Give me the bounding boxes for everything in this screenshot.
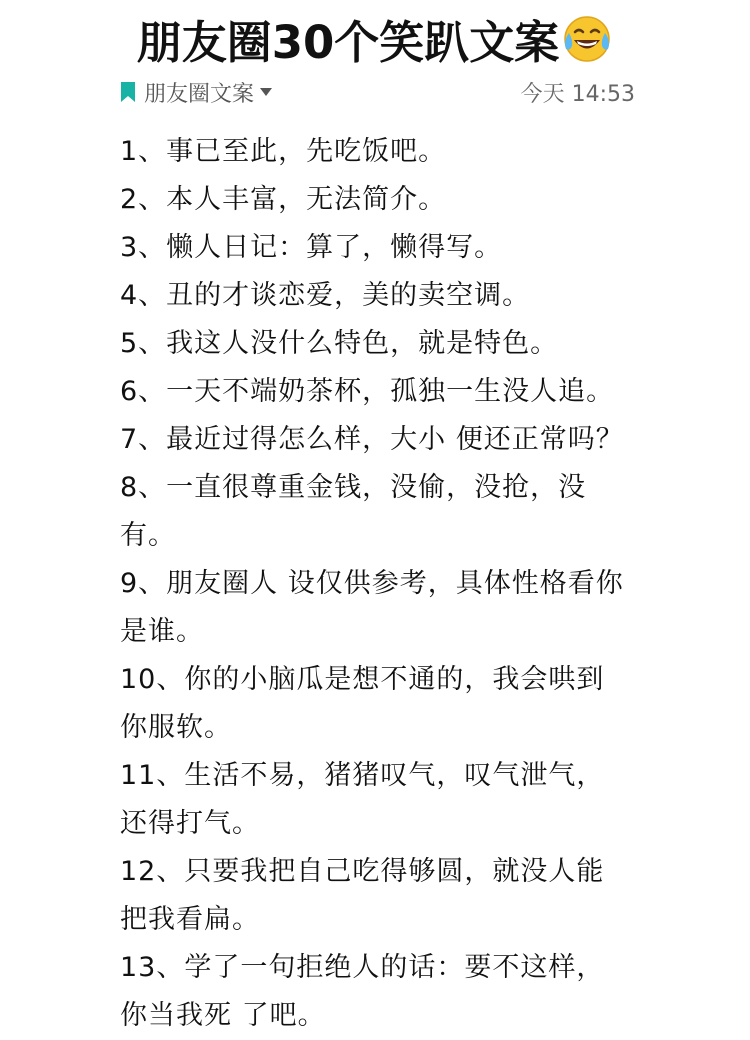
list-item: 4、丑的才谈恋爱，美的卖空调。 [120,280,531,311]
list-item: 13、学了一句拒绝人的话：要不这样，你当我死 了吧。 [120,952,605,1031]
list-item: 12、只要我把自己吃得够圆，就没人能把我看扁。 [120,856,605,935]
list-item: 1、事已至此，先吃饭吧。 [120,136,447,167]
list-item: 5、我这人没什么特色，就是特色。 [120,328,559,359]
list-item: 3、懒人日记：算了，懒得写。 [120,232,503,263]
article-meta [120,75,635,109]
list-item: 11、生活不易，猪猪叹气，叹气泄气，还得打气。 [120,760,605,839]
joke-list [120,128,632,1040]
caret-down-icon [260,88,272,96]
face-with-tears-of-joy-icon [561,13,613,65]
list-item: 2、本人丰富，无法简介。 [120,184,447,215]
list-item: 10、你的小脑瓜是想不通的，我会哄到你服软。 [120,664,605,743]
list-item: 9、朋友圈人 设仅供参考，具体性格看你是谁。 [120,568,624,647]
list-item: 7、最近过得怎么样，大小 便还正常吗？ [120,424,624,455]
title-row [0,6,750,71]
category-label: 朋友圈文案 [144,81,255,107]
list-item: 8、一直很尊重金钱，没偷，没抢，没有。 [120,472,587,551]
list-item: 6、一天不端奶茶杯，孤独一生没人追。 [120,376,615,407]
bookmark-icon [120,81,136,103]
timestamp: 今天 14:53 [520,81,635,107]
article-title: 朋友圈30个笑趴文案 [136,16,560,69]
category-selector[interactable] [120,77,272,108]
